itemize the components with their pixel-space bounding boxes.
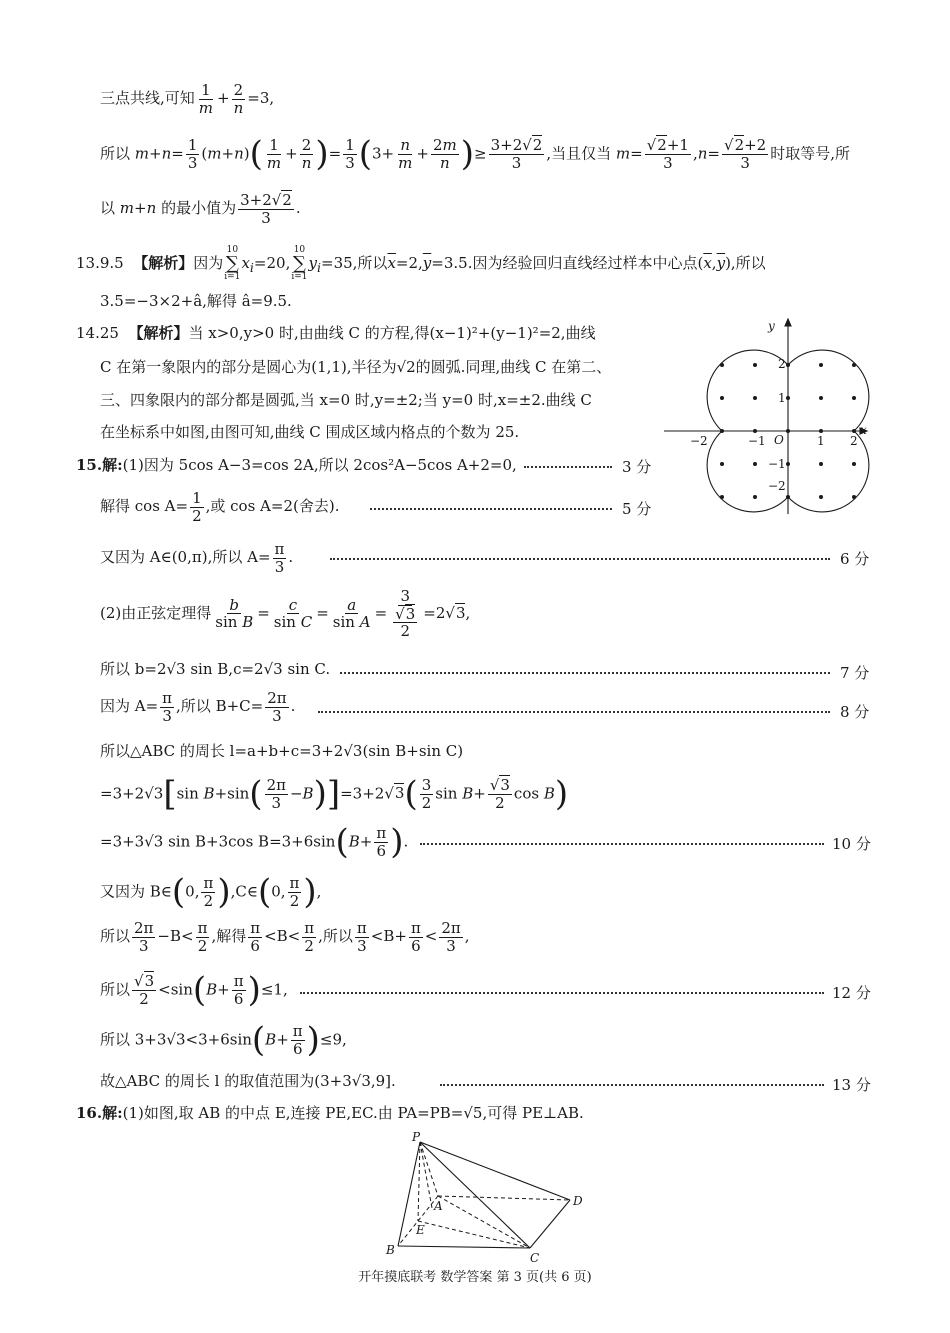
p14-line2: C 在第一象限内的部分是圆心为(1,1),半径为√2的圆弧.同理,曲线 C 在第二、 bbox=[100, 358, 612, 376]
x-tick-2: 2 bbox=[850, 434, 858, 448]
leader-dots bbox=[330, 558, 830, 560]
arc-quadrant-2 bbox=[707, 350, 788, 431]
edge-PC bbox=[420, 1142, 530, 1248]
curve-c-graph bbox=[660, 318, 870, 518]
p15-line2: 解得 cos A= $\frac{1}{2}$ ,或 cos A=2(舍去). bbox=[100, 489, 340, 525]
pyramid-figure bbox=[380, 1130, 600, 1265]
x-tick-1: 1 bbox=[817, 434, 825, 448]
y-tick-1: 1 bbox=[778, 391, 786, 405]
score-5: 5 分 bbox=[622, 500, 652, 518]
x-tick-m2: −2 bbox=[690, 434, 708, 448]
y-tick-m1: −1 bbox=[768, 457, 786, 471]
origin-label: O bbox=[774, 433, 784, 447]
score-8: 8 分 bbox=[840, 703, 870, 721]
edge-PD bbox=[420, 1142, 570, 1200]
frac-1-over-m: $\frac{1}{m}$ bbox=[198, 81, 214, 117]
p15-line8: =3+2√3[sin B+sin( $\frac{2\pi}{3}$ −B)]=3+2√3( $\frac{3}{2}$ sin B+ $\frac{√3}{2}$ cos B) bbox=[100, 774, 569, 814]
edge-EC bbox=[418, 1221, 530, 1248]
p13-line2: 所以 m+n= $\frac{1}{3}$ (m+n)( $\frac{1}{m}$ + $\frac{2}{n}$ )= $\frac{1}{3}$ (3+ $\frac{n}{m}$ + $\frac{2m}{n}$ )≥ $\frac{3+2√2}{3}$ ,当且仅当 m= $\frac{√2+1}{3}$ ,n= $\frac{√2+2}{3}$ 时取等号,所 bbox=[100, 134, 851, 174]
edge-CD bbox=[530, 1200, 570, 1248]
frac-2-over-n: $\frac{2}{n}$ bbox=[233, 81, 244, 117]
p15-line12: 所以 $\frac{√3}{2}$ <sin(B+ $\frac{\pi}{6}$ )≤1, bbox=[100, 970, 288, 1010]
p15-line11: 所以 $\frac{2\pi}{3}$ −B< $\frac{\pi}{2}$ ,解得 $\frac{\pi}{6}$ <B< $\frac{\pi}{2}$ ,所以 $\frac{\pi}{3}$ <B+ $\frac{\pi}{6}$ < $\frac{2\pi}{3}$ , bbox=[100, 919, 470, 955]
leader-dots bbox=[440, 1084, 824, 1086]
leader-dots bbox=[420, 843, 824, 845]
p15-line6: 因为 A= $\frac{\pi}{3}$ ,所以 B+C= $\frac{2\pi}{3}$ . bbox=[100, 689, 296, 725]
score-7: 7 分 bbox=[840, 664, 870, 682]
score-6: 6 分 bbox=[840, 550, 870, 568]
p15-line5: 所以 b=2√3 sin B,c=2√3 sin C. bbox=[100, 660, 331, 678]
y-tick-2: 2 bbox=[778, 357, 786, 371]
y-axis-label: y bbox=[768, 319, 775, 333]
leader-dots bbox=[370, 508, 612, 510]
p13-answer-line: 13.9.5 【解析】因为 10 ∑ i=1 $x_i=20$, 10 ∑ i=1 $y_i=35$,所以$\overline{x}=2,\overline{y}=3.5$.因为经验回归直线经过样本中心点$(\overline{x},\overline{y})$,所以 bbox=[76, 245, 766, 282]
p15-line10: 又因为 B∈(0, $\frac{\pi}{2}$ ),C∈(0, $\frac{\pi}{2}$ ), bbox=[100, 872, 322, 912]
label-C: C bbox=[530, 1251, 540, 1265]
edge-BC bbox=[398, 1246, 530, 1248]
score-13: 13 分 bbox=[832, 1076, 871, 1094]
p14-line4: 在坐标系中如图,由图可知,曲线 C 围成区域内格点的个数为 25. bbox=[100, 423, 520, 441]
page-footer: 开年摸底联考 数学答案 第 3 页(共 6 页) bbox=[358, 1270, 592, 1285]
x-tick-m1: −1 bbox=[748, 434, 766, 448]
p15-line7: 所以△ABC 的周长 l=a+b+c=3+2√3(sin B+sin C) bbox=[100, 742, 464, 760]
label-B: B bbox=[386, 1243, 395, 1257]
p16-line1: 16.解:(1)如图,取 AB 的中点 E,连接 PE,EC.由 PA=PB=√5,可得 PE⊥AB. bbox=[76, 1104, 584, 1122]
edge-AD bbox=[438, 1196, 570, 1200]
label-P: P bbox=[412, 1130, 421, 1144]
label-D: D bbox=[573, 1194, 583, 1208]
p13-line1: 三点共线,可知 $\frac{1}{m}$ + $\frac{2}{n}$ =3, bbox=[100, 81, 275, 117]
y-tick-m2: −2 bbox=[768, 479, 786, 493]
label-E: E bbox=[416, 1223, 425, 1237]
p13-line3: 以 m+n 的最小值为 $\frac{3+2√2}{3}$ . bbox=[100, 191, 301, 227]
x-axis-label: x bbox=[860, 423, 867, 437]
leader-dots bbox=[340, 672, 830, 674]
p15-line14: 故△ABC 的周长 l 的取值范围为(3+3√3,9]. bbox=[100, 1072, 396, 1090]
leader-dots bbox=[524, 466, 612, 468]
arc-quadrant-1 bbox=[788, 350, 869, 431]
label-A: A bbox=[434, 1199, 443, 1213]
p15-line13: 所以 3+3√3<3+6sin(B+ $\frac{\pi}{6}$ )≤9, bbox=[100, 1020, 347, 1060]
p13-line5: 3.5=−3×2+â,解得 â=9.5. bbox=[100, 292, 292, 310]
leader-dots bbox=[318, 711, 830, 713]
leader-dots bbox=[300, 992, 824, 994]
p15-line1: 15.解:(1)因为 5cos A−3=cos 2A,所以 2cos²A−5cos A+2=0, bbox=[76, 456, 517, 474]
p14-line3: 三、四象限内的部分都是圆弧,当 x=0 时,y=±2;当 y=0 时,x=±2.曲线 C bbox=[100, 391, 592, 409]
score-12: 12 分 bbox=[832, 984, 871, 1002]
p15-line3: 又因为 A∈(0,π),所以 A= $\frac{\pi}{3}$ . bbox=[100, 540, 294, 576]
score-10: 10 分 bbox=[832, 835, 871, 853]
p15-line4: (2)由正弦定理得 $\frac{b}{\text{sin B}}$ = $\frac{c}{\text{sin C}}$ = $\frac{a}{\text{sin A}}$ = $\frac{3}{\frac{√3}{2}}$ =2√3, bbox=[100, 587, 471, 640]
edge-PE bbox=[418, 1142, 420, 1221]
score-3: 3 分 bbox=[622, 458, 652, 476]
p15-line9: =3+3√3 sin B+3cos B=3+6sin(B+ $\frac{\pi}{6}$ ). bbox=[100, 822, 409, 862]
p14-line1: 14.25 【解析】当 x>0,y>0 时,由曲线 C 的方程,得(x−1)²+(y−1)²=2,曲线 bbox=[76, 324, 596, 342]
